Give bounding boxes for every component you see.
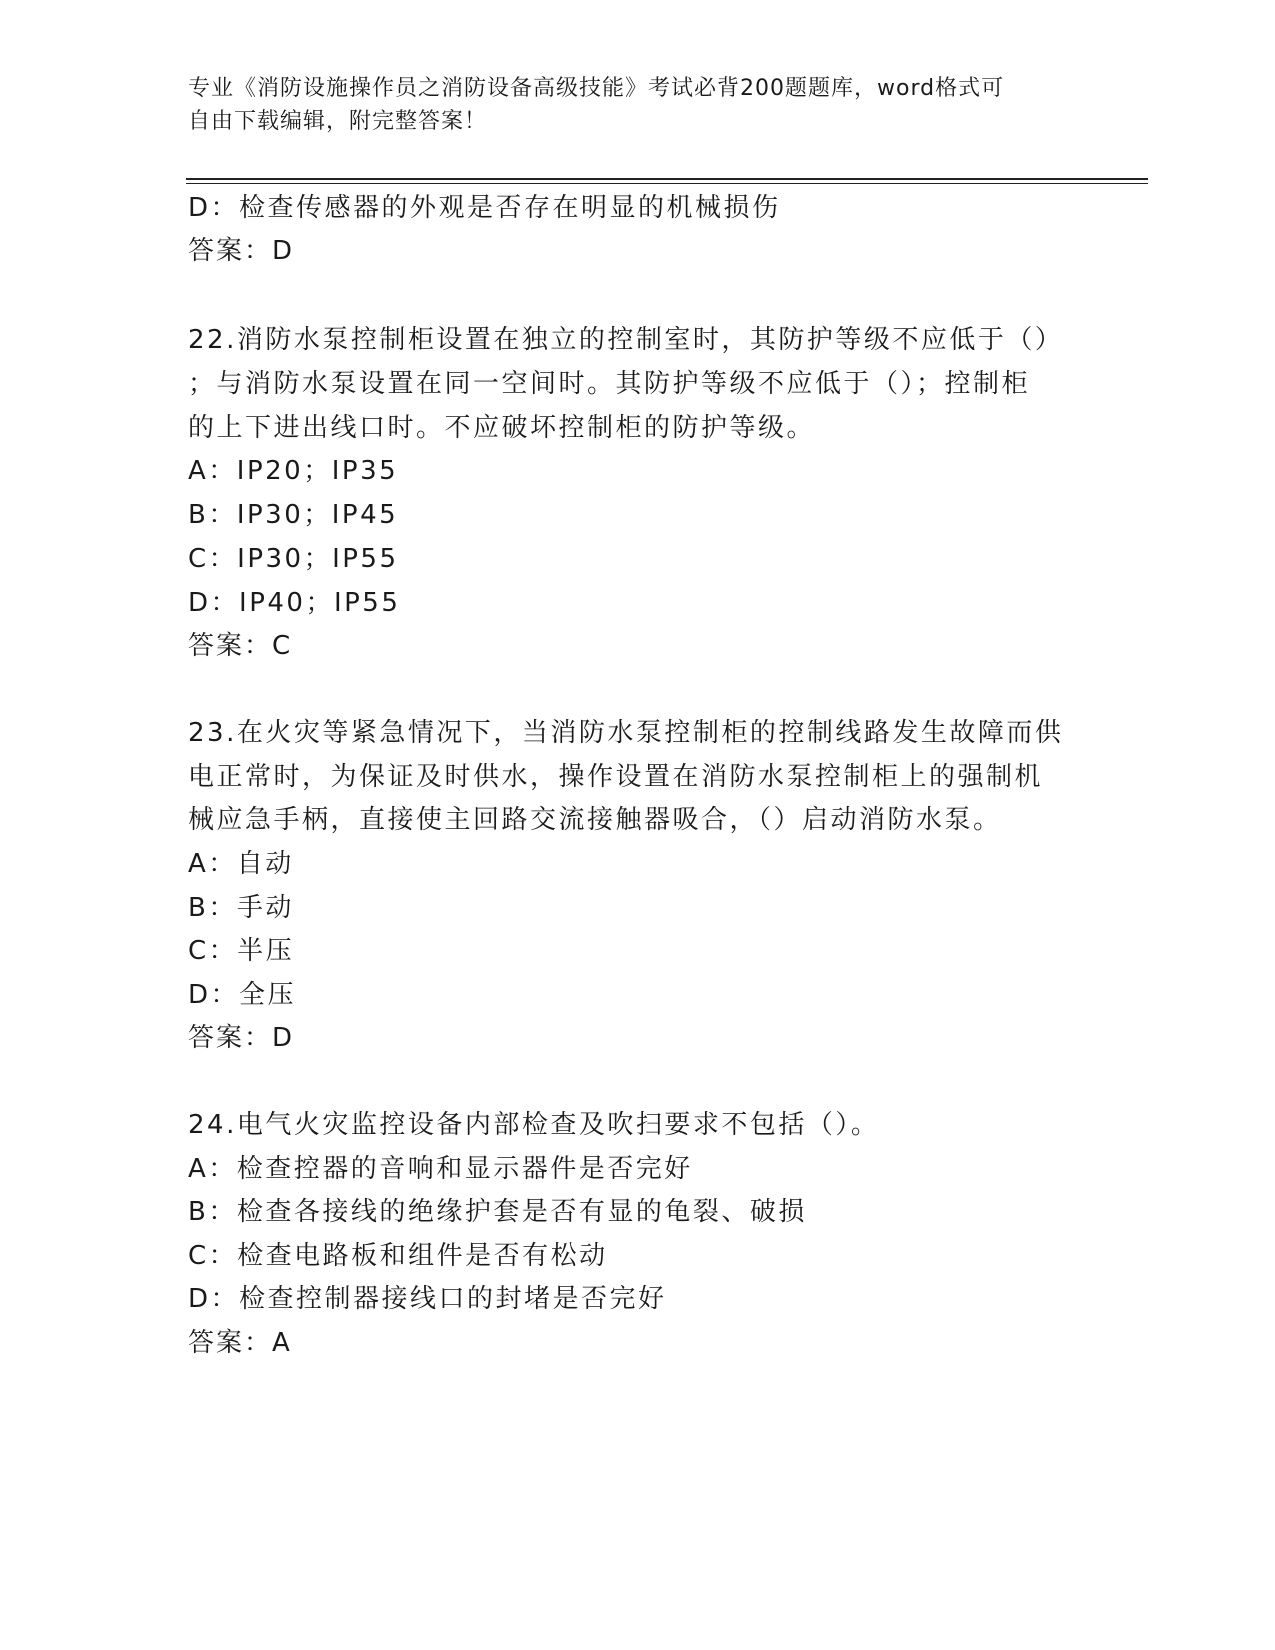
q22-option-c: C：IP30；IP55 [188, 544, 399, 574]
prev-option-d: D：检查传感器的外观是否存在明显的机械损伤 [188, 193, 781, 223]
q23-option-c: C：半压 [188, 936, 295, 966]
prev-answer: 答案：D [188, 236, 295, 266]
q24-answer: 答案：A [188, 1328, 292, 1358]
q22-answer: 答案：C [188, 631, 293, 661]
q22-option-a: A：IP20；IP35 [188, 456, 399, 486]
header-line-1: 专业《消防设施操作员之消防设备高级技能》考试必背200题题库，word格式可 [188, 76, 1005, 101]
q24-option-c: C：检查电路板和组件是否有松动 [188, 1241, 608, 1271]
q23-stem-line-2: 电正常时，为保证及时供水，操作设置在消防水泵控制柜上的强制机 [188, 762, 1044, 792]
q23-stem-line-3: 械应急手柄，直接使主回路交流接触器吸合，（）启动消防水泵。 [188, 805, 1002, 835]
header-rule-thin [186, 183, 1148, 184]
q23-answer: 答案：D [188, 1023, 295, 1053]
q23-stem-line-1: 23.在火灾等紧急情况下，当消防水泵控制柜的控制线路发生故障而供 [188, 718, 1064, 748]
q22-stem-line-2: ；与消防水泵设置在同一空间时。其防护等级不应低于（）；控制柜 [188, 369, 1031, 399]
header-line-2: 自由下载编辑，附完整答案！ [188, 109, 488, 134]
page-header [188, 72, 1068, 138]
q22-option-b: B：IP30；IP45 [188, 500, 399, 530]
q22-stem-line-3: 的上下进出线口时。不应破坏控制柜的防护等级。 [188, 413, 816, 443]
q24-option-d: D：检查控制器接线口的封堵是否完好 [188, 1284, 667, 1314]
q23-option-d: D：全压 [188, 980, 297, 1010]
header-rule-thick [186, 178, 1148, 180]
q22-stem-line-1: 22.消防水泵控制柜设置在独立的控制室时，其防护等级不应低于（） [188, 325, 1064, 355]
q23-option-b: B：手动 [188, 893, 294, 923]
q24-option-a: A：检查控器的音响和显示器件是否完好 [188, 1154, 693, 1184]
q23-option-a: A：自动 [188, 849, 294, 879]
q24-option-b: B：检查各接线的绝缘护套是否有显的龟裂、破损 [188, 1197, 807, 1227]
q22-option-d: D：IP40；IP55 [188, 588, 401, 618]
q24-stem-line-1: 24.电气火灾监控设备内部检查及吹扫要求不包括（）。 [188, 1110, 880, 1140]
